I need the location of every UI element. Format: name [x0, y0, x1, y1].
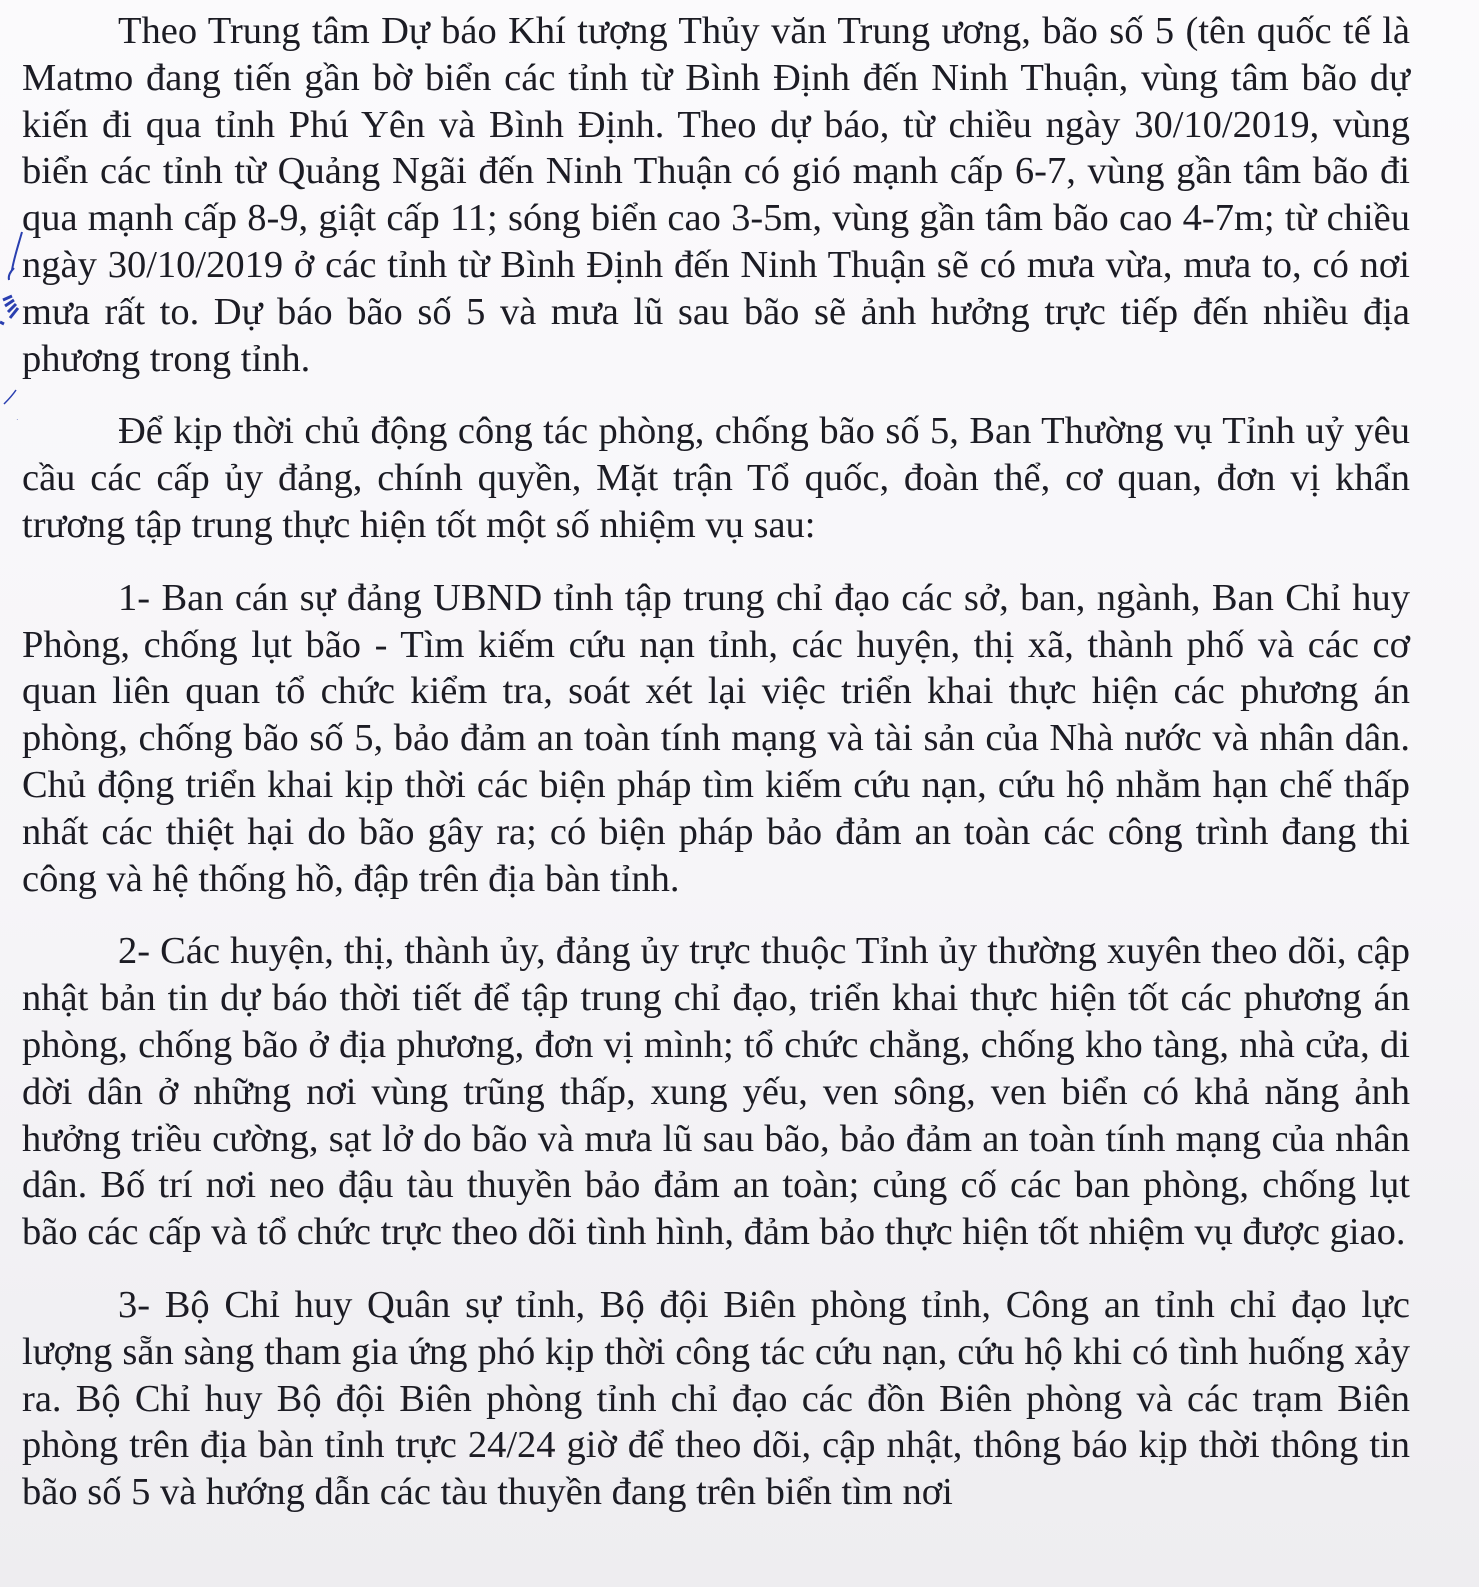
paragraph-task-2: 2- Các huyện, thị, thành ủy, đảng ủy trực thuộc Tỉnh ủy thường xuyên theo dõi, cập nhật bản tin dự báo thời tiết để tập trung chỉ đạo, triển khai thực hiện tốt các phương án phòng, chống bão ở địa phương, đơn vị mình; tổ chức chằng, chống kho tàng, nhà cửa, di dời dân ở những nơi vùng trũng thấp, xung yếu, ven sông, ven biển có khả năng ảnh hưởng triều cường, sạt lở do bão và mưa lũ sau bão, bảo đảm an toàn tính mạng của nhân dân. Bố trí nơi neo đậu tàu thuyền bảo đảm an toàn; củng cố các ban phòng, chống lụt bão các cấp và tổ chức trực theo dõi tình hình, đảm bảo thực hiện tốt nhiệm vụ được giao. — [22, 930, 1410, 1254]
document-body — [22, 8, 1410, 1516]
paragraph-storm-forecast: Theo Trung tâm Dự báo Khí tượng Thủy văn Trung ương, bão số 5 (tên quốc tế là Matmo đang tiến gần bờ biển các tỉnh từ Bình Định đến Ninh Thuận, vùng tâm bão dự kiến đi qua tỉnh Phú Yên và Bình Định. Theo dự báo, từ chiều ngày 30/10/2019, vùng biển các tỉnh từ Quảng Ngãi đến Ninh Thuận có gió mạnh cấp 6-7, vùng gần tâm bão đi qua mạnh cấp 8-9, giật cấp 11; sóng biển cao 3-5m, vùng gần tâm bão cao 4-7m; từ chiều ngày 30/10/2019 ở các tỉnh từ Bình Định đến Ninh Thuận sẽ có mưa vừa, mưa to, có nơi mưa rất to. Dự báo bão số 5 và mưa lũ sau bão sẽ ảnh hưởng trực tiếp đến nhiều địa phương trong tỉnh. — [22, 10, 1410, 380]
paragraph-standing-committee-request: Để kịp thời chủ động công tác phòng, chống bão số 5, Ban Thường vụ Tỉnh uỷ yêu cầu các cấp ủy đảng, chính quyền, Mặt trận Tổ quốc, đoàn thể, cơ quan, đơn vị khẩn trương tập trung thực hiện tốt một số nhiệm vụ sau: — [22, 410, 1410, 546]
paragraph-task-1: 1- Ban cán sự đảng UBND tỉnh tập trung chỉ đạo các sở, ban, ngành, Ban Chỉ huy Phòng, chống lụt bão - Tìm kiếm cứu nạn tỉnh, các huyện, thị xã, thành phố và các cơ quan liên quan tổ chức kiểm tra, soát xét lại việc triển khai thực hiện các phương án phòng, chống bão số 5, bảo đảm an toàn tính mạng và tài sản của Nhà nước và nhân dân. Chủ động triển khai kịp thời các biện pháp tìm kiếm cứu nạn, cứu hộ nhằm hạn chế thấp nhất các thiệt hại do bão gây ra; có biện pháp bảo đảm an toàn các công trình đang thi công và hệ thống hồ, đập trên địa bàn tỉnh. — [22, 576, 1410, 900]
paragraph-task-3: 3- Bộ Chỉ huy Quân sự tỉnh, Bộ đội Biên phòng tỉnh, Công an tỉnh chỉ đạo lực lượng sẵn sàng tham gia ứng phó kịp thời công tác cứu nạn, cứu hộ khi có tình huống xảy ra. Bộ Chỉ huy Bộ đội Biên phòng tỉnh chỉ đạo các đồn Biên phòng và các trạm Biên phòng trên địa bàn tỉnh trực 24/24 giờ để theo dõi, cập nhật, thông báo kịp thời thông tin bão số 5 và hướng dẫn các tàu thuyền đang trên biển tìm nơi — [22, 1283, 1410, 1514]
